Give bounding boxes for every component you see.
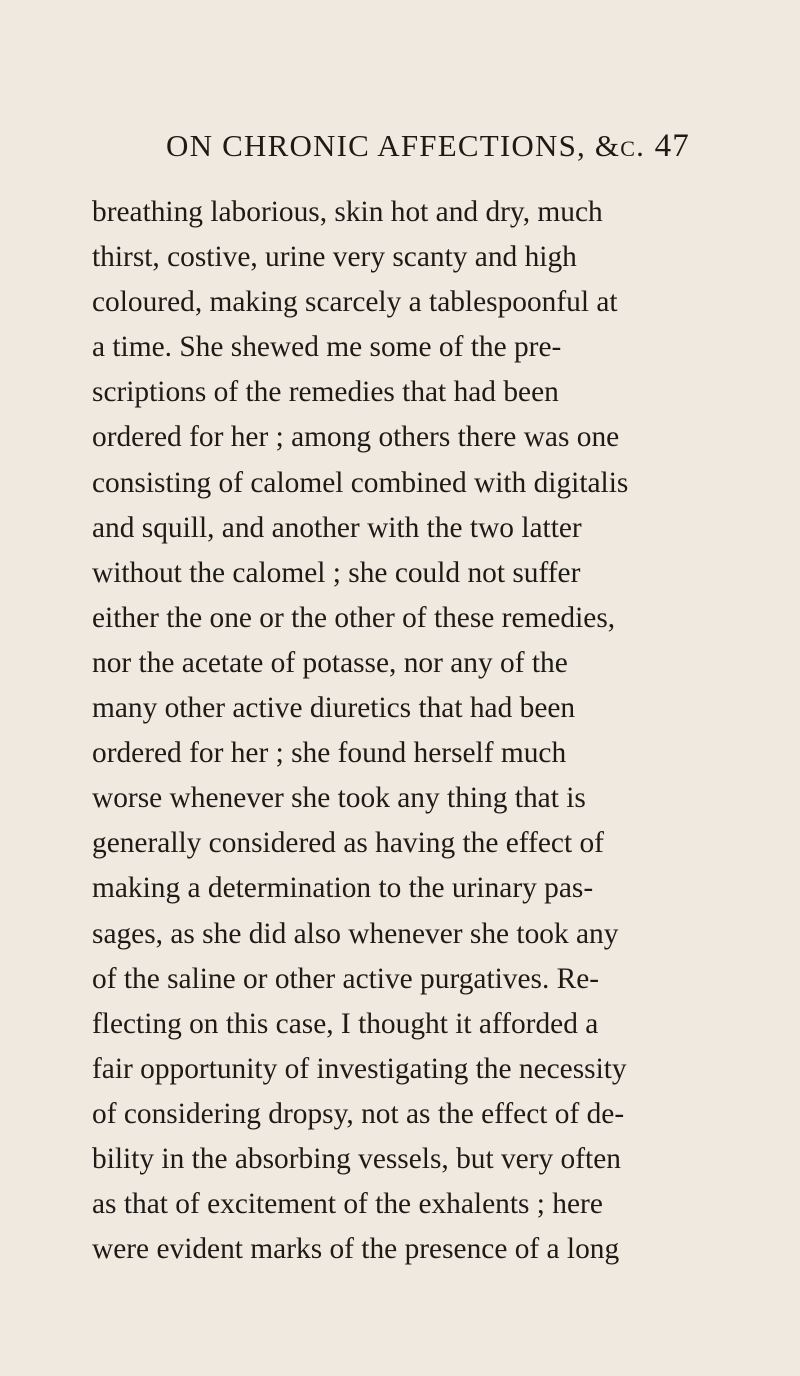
running-head: ON CHRONIC AFFECTIONS, &c. (166, 128, 646, 163)
body-text (92, 190, 666, 1272)
text-line: ordered for her ; she found herself much (92, 737, 567, 770)
text-line: either the one or the other of these remedies, (92, 601, 616, 634)
text-line: ordered for her ; among others there was one (92, 421, 620, 454)
text-line: making a determination to the urinary pas- (92, 872, 594, 905)
text-line: of the saline or other active purgatives. Re- (92, 962, 600, 995)
page-header (166, 128, 690, 168)
text-line: scriptions of the remedies that had been (92, 376, 559, 409)
text-line: nor the acetate of potasse, nor any of the (92, 646, 568, 679)
text-line: breathing laborious, skin hot and dry, much (92, 196, 603, 228)
text-line: bility in the absorbing vessels, but very often (92, 1142, 621, 1175)
text-line: and squill, and another with the two latter (92, 511, 582, 544)
text-line: sages, as she did also whenever she took any (92, 917, 619, 950)
text-line: without the calomel ; she could not suffer (92, 556, 581, 589)
text-line: worse whenever she took any thing that is (92, 782, 586, 815)
text-line: thirst, costive, urine very scanty and high (92, 241, 577, 274)
text-line: coloured, making scarcely a tablespoonful at (92, 286, 618, 319)
text-line: as that of excitement of the exhalents ; here (92, 1188, 603, 1221)
text-line: generally considered as having the effect of (92, 827, 604, 860)
text-line: consisting of calomel combined with digitalis (92, 466, 629, 499)
page-number: 47 (654, 128, 690, 164)
text-line: a time. She shewed me some of the pre- (92, 331, 562, 364)
text-line: fair opportunity of investigating the necessity (92, 1052, 627, 1085)
text-line: many other active diuretics that had been (92, 692, 576, 725)
text-line: of considering dropsy, not as the effect of de- (92, 1097, 625, 1130)
text-line: were evident marks of the presence of a long (92, 1233, 620, 1266)
text-line: flecting on this case, I thought it afforded a (92, 1007, 599, 1040)
